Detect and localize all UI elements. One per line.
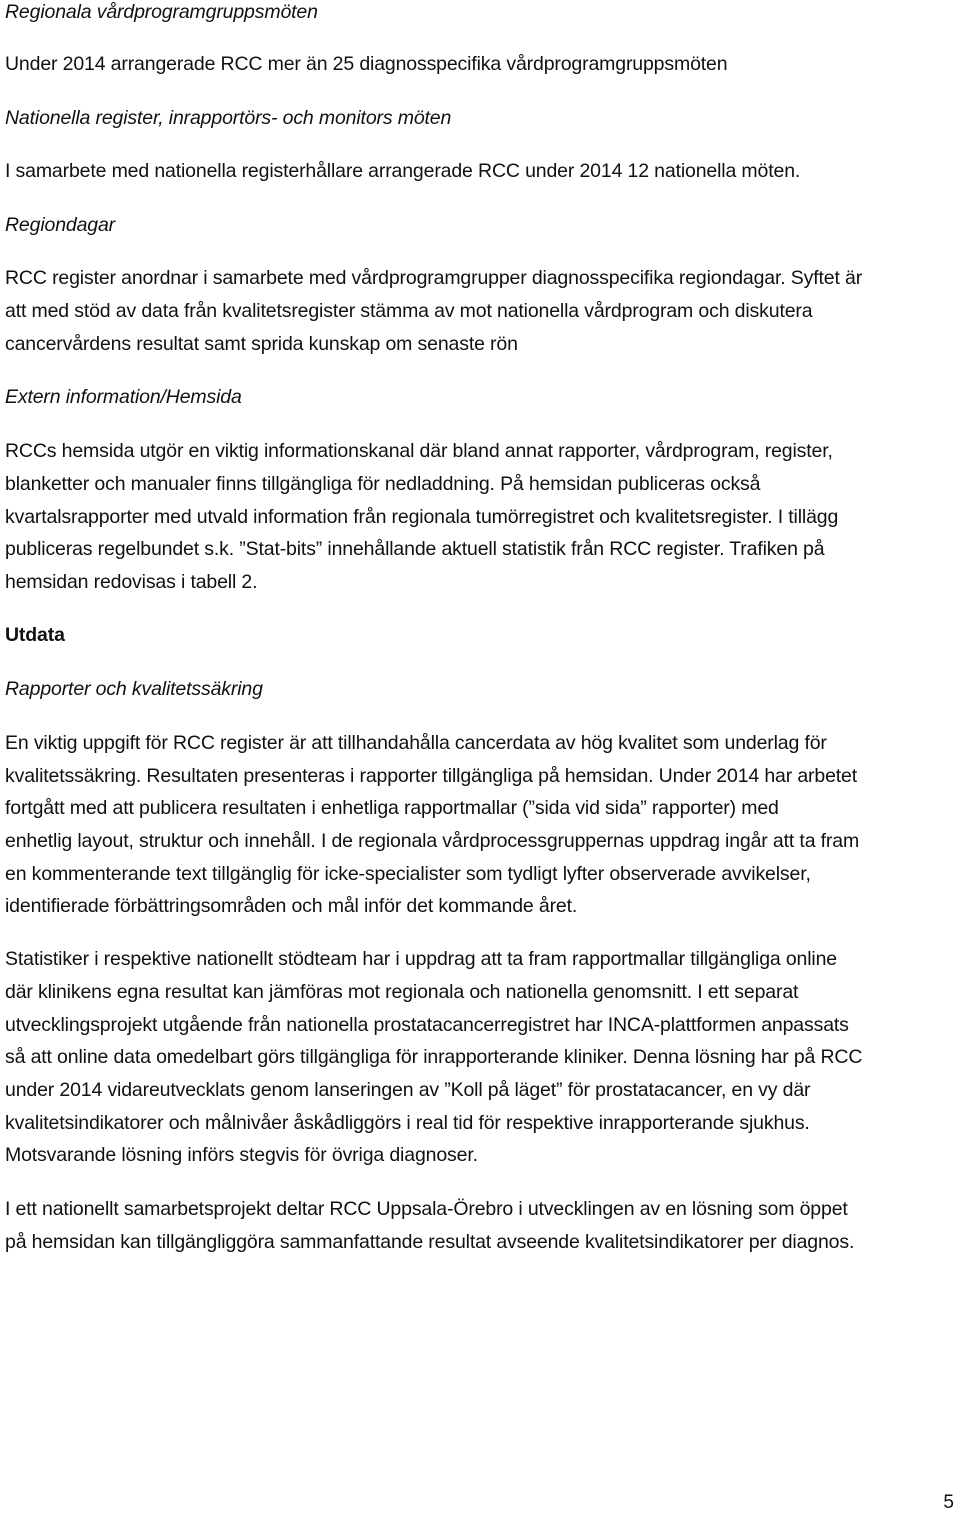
body-line: Under 2014 arrangerade RCC mer än 25 diagnosspecifika vårdprogramgruppsmöten — [5, 53, 728, 75]
body-line: I samarbete med nationella registerhållare arrangerade RCC under 2014 12 nationella möten. — [5, 160, 801, 182]
body-line: utvecklingsprojekt utgående från nationella prostatacancerregistret har INCA-plattformen anpassats — [5, 1014, 849, 1036]
body-line: RCCs hemsida utgör en viktig informationskanal där bland annat rapporter, vårdprogram, register, — [5, 440, 833, 462]
body-line: publiceras regelbundet s.k. ”Stat-bits” innehållande aktuell statistik från RCC register. Trafiken på — [5, 538, 825, 560]
body-line: blanketter och manualer finns tillgängliga för nedladdning. På hemsidan publiceras också — [5, 473, 761, 495]
body-line: där klinikens egna resultat kan jämföras mot regionala och nationella genomsnitt. I ett separat — [5, 981, 799, 1003]
body-line: hemsidan redovisas i tabell 2. — [5, 571, 258, 593]
body-line: Motsvarande lösning införs stegvis för övriga diagnoser. — [5, 1144, 478, 1166]
section-heading-reports: Rapporter och kvalitetssäkring — [5, 678, 263, 700]
section-heading-regional-meetings: Regionala vårdprogramgruppsmöten — [5, 1, 318, 23]
body-line: så att online data omedelbart görs tillgängliga för inrapporterande kliniker. Denna lösning har på RCC — [5, 1046, 863, 1068]
section-heading-output: Utdata — [5, 624, 65, 646]
body-line: cancervårdens resultat samt sprida kunskap om senaste rön — [5, 333, 518, 355]
body-line: fortgått med att publicera resultaten i enhetliga rapportmallar (”sida vid sida” rapporter) med — [5, 797, 779, 819]
body-line: kvalitetssäkring. Resultaten presenteras i rapporter tillgängliga på hemsidan. Under 2014 har arbetet — [5, 765, 858, 787]
section-heading-external-info: Extern information/Hemsida — [5, 386, 242, 408]
section-heading-region-days: Regiondagar — [5, 214, 116, 236]
body-line: En viktig uppgift för RCC register är att tillhandahålla cancerdata av hög kvalitet som underlag för — [5, 732, 827, 754]
body-line: identifierade förbättringsområden och mål inför det kommande året. — [5, 895, 578, 917]
body-line: I ett nationellt samarbetsprojekt deltar RCC Uppsala-Örebro i utvecklingen av en lösning som öppet — [5, 1198, 848, 1220]
body-line: under 2014 vidareutvecklats genom lanseringen av ”Koll på läget” för prostatacancer, en vy där — [5, 1079, 811, 1101]
body-line: att med stöd av data från kvalitetsregister stämma av mot nationella vårdprogram och diskutera — [5, 300, 813, 322]
body-line: enhetlig layout, struktur och innehåll. I de regionala vårdprocessgruppernas uppdrag ingår att ta fram — [5, 830, 860, 852]
body-line: kvalitetsindikatorer och målnivåer åskådliggörs i real tid för respektive inrapporterande sjukhus. — [5, 1112, 810, 1134]
body-line: Statistiker i respektive nationellt stödteam har i uppdrag att ta fram rapportmallar tillgängliga online — [5, 948, 838, 970]
section-heading-national-registers: Nationella register, inrapportörs- och monitors möten — [5, 107, 452, 129]
body-line: RCC register anordnar i samarbete med vårdprogramgrupper diagnosspecifika regiondagar. Syftet är — [5, 267, 863, 289]
body-line: på hemsidan kan tillgängliggöra sammanfattande resultat avseende kvalitetsindikatorer per diagnos. — [5, 1231, 855, 1253]
page-number: 5 — [943, 1492, 954, 1513]
body-line: en kommenterande text tillgänglig för icke-specialister som tydligt lyfter observerade avvikelser, — [5, 863, 811, 885]
body-line: kvartalsrapporter med utvald information från regionala tumörregistret och kvalitetsregister. I tillägg — [5, 506, 839, 528]
